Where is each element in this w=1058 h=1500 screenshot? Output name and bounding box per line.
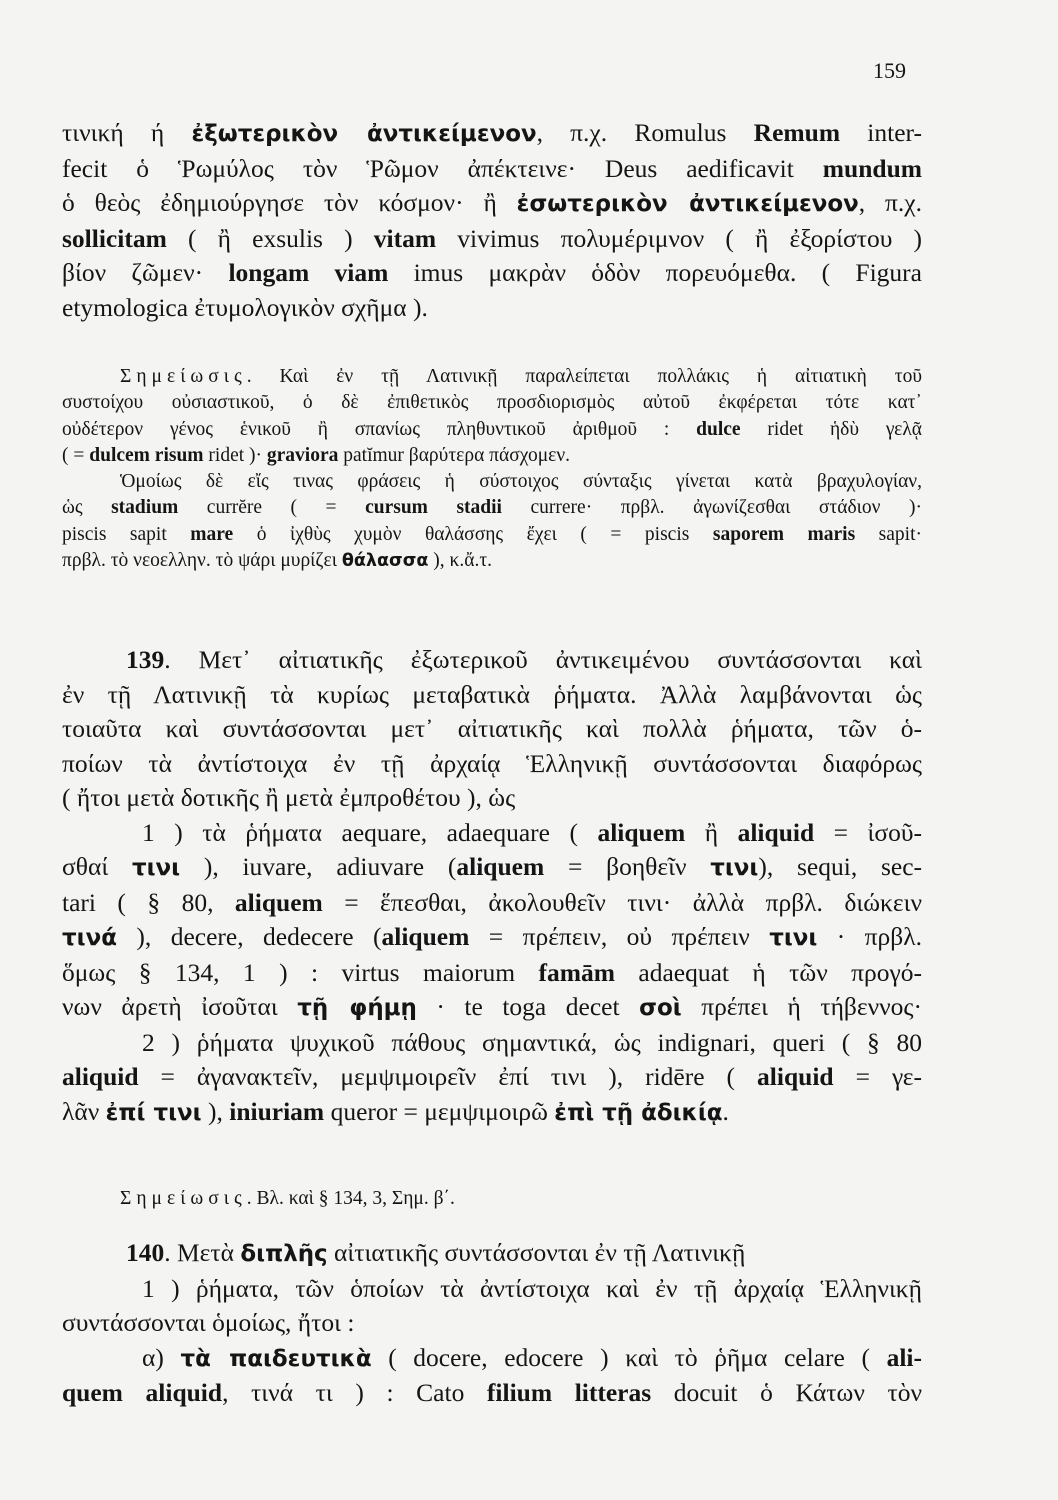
section-140 [62, 1236, 922, 1411]
text-line: fecit ὁ Ῥωμύλος τὸν Ῥῶμον ἀπέκτεινε· Deus aedificavit mundum [62, 153, 922, 183]
text-line: τινική ή ἐξωτερικὸν ἀντικείμενον, π.χ. Romulus Remum inter- [62, 118, 922, 147]
section-heading-line: 140. Μετὰ διπλῆς αἰτιατικῆς συντάσσονται ἐν τῇ Λατινικῇ [126, 1238, 746, 1267]
note-block-2 [62, 1186, 922, 1212]
text-line: quem aliquid, τινά τι ) : Cato filium litteras docuit ὁ Κάτων τὸν [62, 1378, 922, 1407]
page-number: 159 [873, 58, 906, 83]
text-line: βίον ζῶμεν· longam viam imus μακρὰν ὁδὸν πορευόμεθα. ( Figura [62, 258, 922, 287]
text-line: ὁ θεὸς ἐδημιούργησε τὸν κόσμον· ἢ ἐσωτερικὸν ἀντικείμενον, π.χ. [62, 188, 922, 217]
text-line: aliquid = ἀγανακτεῖν, μεμψιμοιρεῖν ἐπί τινι ), ridēre ( aliquid = γε- [62, 1062, 922, 1091]
text-line: οὐδέτερον γένος ἑνικοῦ ἢ σπανίως πληθυντικοῦ ἀριθμοῦ : dulce ridet ἡδὺ γελᾷ [62, 418, 922, 440]
text-line: sollicitam ( ἢ exsulis ) vitam vivimus πολυμέριμνον ( ἢ ἐξορίστου ) [62, 223, 922, 253]
text-line: τοιαῦτα καὶ συντάσσονται μετ᾽ αἰτιατικῆς καὶ πολλὰ ῥήματα, τῶν ὁ- [62, 714, 922, 743]
text-line: etymologica ἐτυμολογικὸν σχῆμα ). [62, 292, 428, 322]
text-line: ποίων τὰ ἀντίστοιχα ἐν τῇ ἀρχαίᾳ Ἑλληνικῇ συντάσσονται διαφόρως [62, 748, 922, 778]
note-block-1 [62, 364, 922, 574]
text-line: Σημείωσις. Καὶ ἐν τῇ Λατινικῇ παραλείπεται πολλάκις ἡ αἰτιατικὴ τοῦ [120, 366, 922, 387]
text-line: λᾶν ἐπί τινι ), iniuriam queror = μεμψιμοιρῶ ἐπὶ τῇ ἀδικίᾳ. [62, 1096, 729, 1126]
text-line: ἐν τῇ Λατινικῇ τὰ κυρίως μεταβατικὰ ῥήματα. Ἀλλὰ λαμβάνονται ὡς [62, 679, 922, 709]
text-line: ὡς stadium currĕre ( = cursum stadii currere· πρβλ. ἀγωνίζεσθαι στάδιον )· [62, 497, 922, 519]
text-line: piscis sapit mare ὁ ἰχθὺς χυμὸν θαλάσσης ἔχει ( = piscis saporem maris sapit· [62, 523, 922, 545]
text-line: 2 ) ῥήματα ψυχικοῦ πάθους σημαντικά, ὡς indignari, queri ( § 80 [142, 1027, 922, 1057]
paragraph-figura-etymologica [62, 116, 922, 325]
text-line: σθαί τινι ), iuvare, adiuvare (aliquem = βοηθεῖν τινι), sequi, sec- [62, 852, 922, 881]
text-line: νων ἀρετὴ ἰσοῦται τῇ φήμῃ · te toga decet σοὶ πρέπει ἡ τήβεννος· [62, 992, 922, 1021]
section-heading-line: 139. Μετ᾽ αἰτιατικῆς ἐξωτερικοῦ ἀντικειμένου συντάσσονται καὶ [126, 645, 922, 674]
text-line: συστοίχου οὐσιαστικοῦ, ὁ δὲ ἐπιθετικὸς προσδιορισμὸς αὐτοῦ ἐκφέρεται τότε κατ᾽ [62, 392, 922, 414]
text-line: Ὁμοίως δὲ εἴς τινας φράσεις ἡ σύστοιχος σύνταξις γίνεται κατὰ βραχυλογίαν, [120, 471, 922, 493]
text-line: 1 ) τὰ ῥήματα aequare, adaequare ( aliquem ἢ aliquid = ἰσοῦ- [142, 817, 922, 847]
text-line: Σημείωσις. Βλ. καὶ § 134, 3, Σημ. β΄. [120, 1188, 455, 1209]
text-line: α) τὰ παιδευτικὰ ( docere, edocere ) καὶ τὸ ῥῆμα celare ( ali- [142, 1342, 922, 1372]
section-139 [62, 643, 922, 1130]
text-line: συντάσσονται ὁμοίως, ἤτοι : [62, 1308, 355, 1337]
text-line: πρβλ. τὸ νεοελλην. τὸ ψάρι μυρίζει θάλασσα ), κ.ἄ.τ. [62, 550, 493, 572]
text-line: ὅμως § 134, 1 ) : virtus maiorum famām adaequat ἡ τῶν προγό- [62, 957, 922, 987]
text-line: 1 ) ῥήματα, τῶν ὁποίων τὰ ἀντίστοιχα καὶ ἐν τῇ ἀρχαίᾳ Ἑλληνικῇ [142, 1273, 922, 1303]
text-line: ( = dulcem risum ridet )· graviora patĭmur βαρύτερα πάσχομεν. [62, 444, 571, 466]
text-line: ( ἤτοι μετὰ δοτικῆς ἢ μετὰ ἐμπροθέτου ), ὡς [62, 783, 516, 812]
text-line: τινά ), decere, dedecere (aliquem = πρέπειν, οὐ πρέπειν τινι · πρβλ. [62, 922, 922, 951]
text-line: tari ( § 80, aliquem = ἕπεσθαι, ἀκολουθεῖν τινι· ἀλλὰ πρβλ. διώκειν [62, 887, 922, 917]
